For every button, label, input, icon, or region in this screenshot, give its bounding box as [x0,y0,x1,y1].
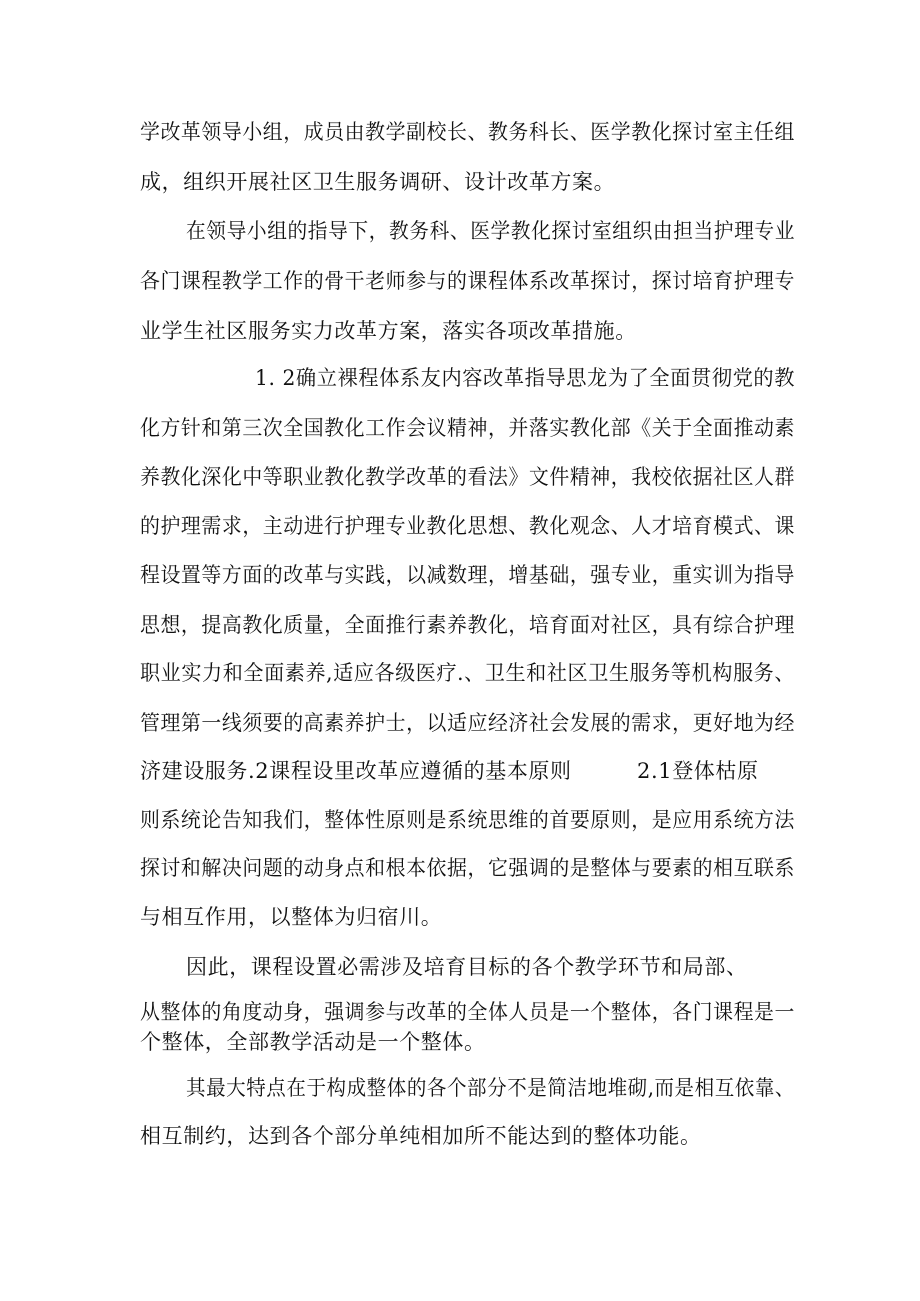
text-line: 化方针和第三次全国教化工作会议精神，并落实教化部《关于全面推动素 [140,416,795,440]
text-line: 各门课程教学工作的骨干老师参与的课程体系改革探讨，探讨培育护理专 [140,269,795,293]
text-line: 探讨和解决问题的动身点和根本依据，它强调的是整体与要素的相互联系 [140,856,795,880]
text-line: 的护理需求，主动进行护理专业教化思想、教化观念、人才培育模式、课 [140,514,795,538]
text-line: 则系统论告知我们，整体性原则是系统思维的首要原则，是应用系统方法 [140,808,795,832]
section-heading-line: 2.1登体枯原 [637,759,759,783]
text-line: 个整体，全部教学活动是一个整体。 [140,1030,486,1054]
text-line: 与相互作用，以整体为归宿川。 [140,905,443,929]
text-line: 业学生社区服务实力改革方案，落实各项改革措施。 [140,319,637,343]
text-line: 相互制约，达到各个部分单纯相加所不能达到的整体功能。 [140,1124,702,1148]
text-line: 从整体的角度动身，强调参与改革的全体人员是一个整体，各门课程是一 [140,1000,795,1024]
text-line: 养教化深化中等职业教化教学改革的看法》文件精神，我校依据社区人群 [140,465,795,489]
text-line: 职业实力和全面素养,适应各级医疗.、卫生和社区卫生服务等机构服务、 [140,661,796,685]
text-line: 程设置等方面的改革与实践，以减数理，增基础，强专业，重实训为指导 [140,563,795,587]
text-line: 学改革领导小组，成员由教学副校长、教务科长、医学教化探讨室主任组 [140,120,795,144]
text-line: 因此，课程设置必需涉及培育目标的各个教学环节和局部、 [186,955,748,979]
section-heading-line: 1. 2确立裸程体系友内容改革指导思龙为了全面贯彻党的教 [255,366,796,390]
text-line: 成，组织开展社区卫生服务调研、设计改革方案。 [140,170,616,194]
text-line: 济建设服务.2课程设里改革应遵循的基本原则 [140,759,572,783]
text-line: 在领导小组的指导下，教务科、医学教化探讨室组织由担当护理专业 [186,219,795,243]
text-line: 其最大特点在于构成整体的各个部分不是简洁地堆砌,而是相互依靠、 [186,1076,796,1100]
text-line: 管理第一线须要的高素养护士，以适应经济社会发展的需求，更好地为经 [140,711,795,735]
text-line: 思想，提高教化质量，全面推行素养教化，培育面对社区，具有综合护理 [140,613,795,637]
